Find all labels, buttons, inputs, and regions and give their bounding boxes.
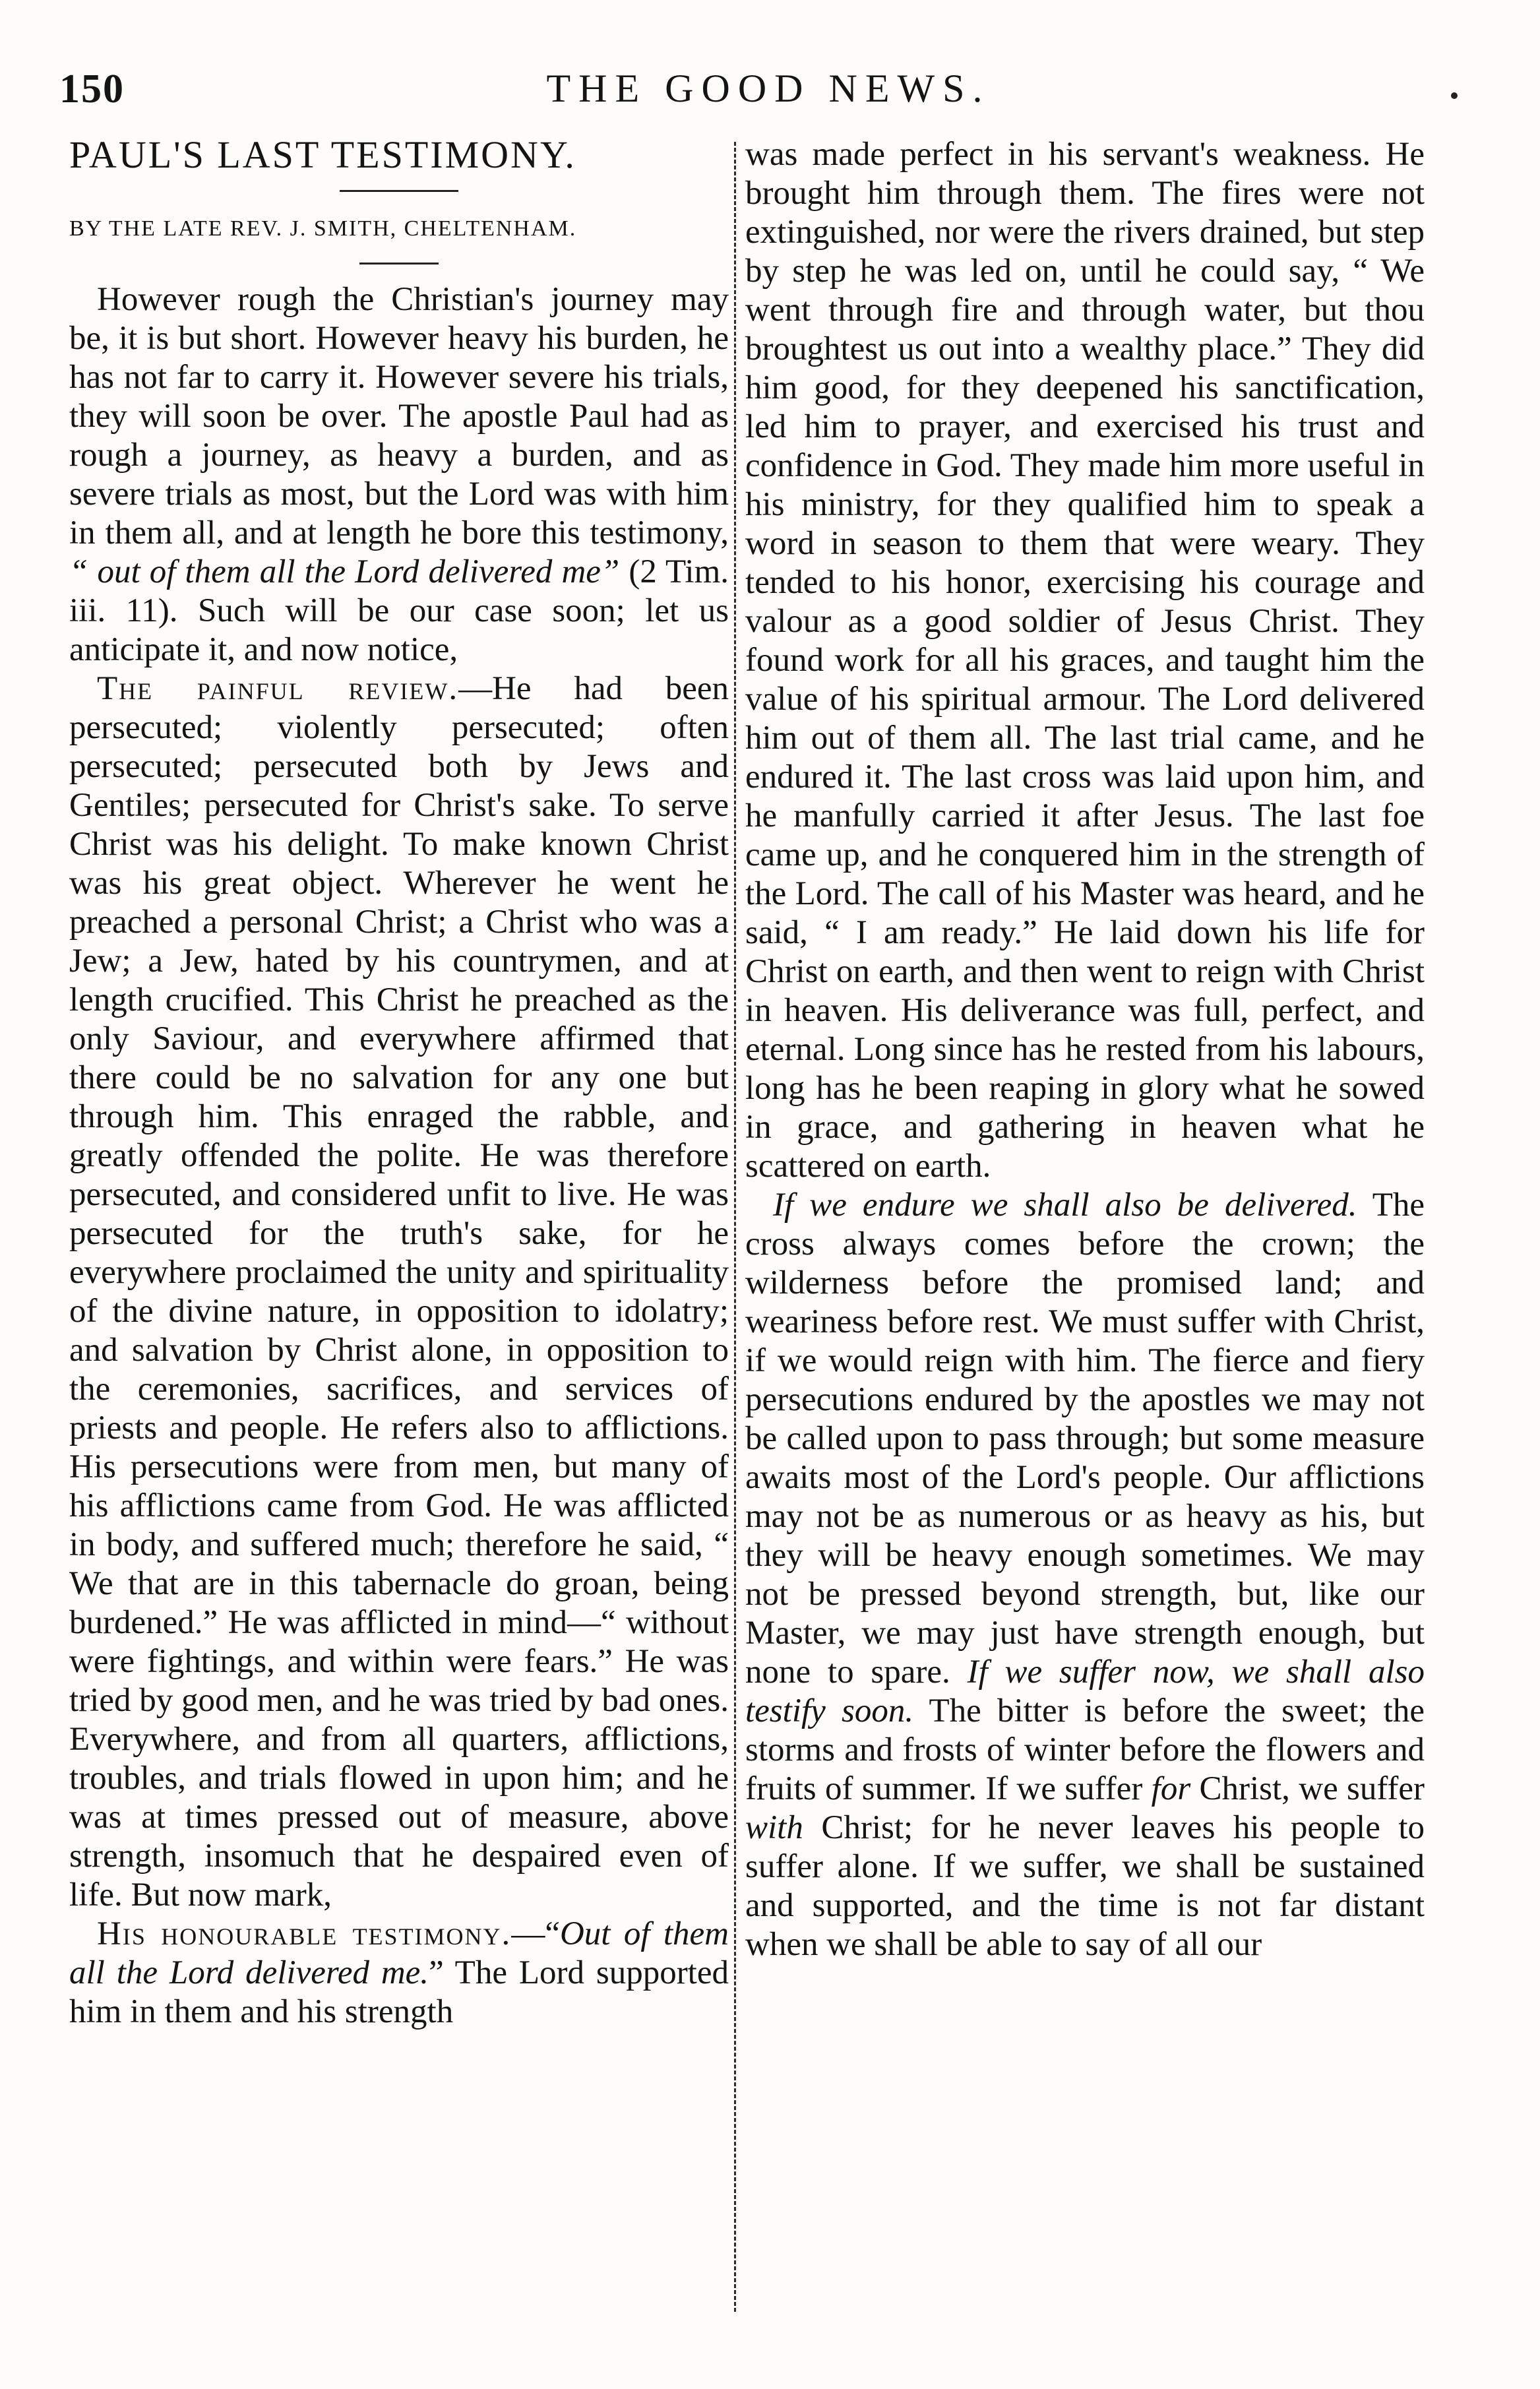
intro-quote: “ out of them all the Lord delivered me” xyxy=(69,553,620,590)
running-head xyxy=(59,66,1477,129)
title-rule xyxy=(340,190,458,192)
article-title: PAUL'S LAST TESTIMONY. xyxy=(69,135,576,176)
printer-mark xyxy=(1451,92,1458,99)
journal-title: THE GOOD NEWS. xyxy=(546,67,991,110)
section3-text-a: The cross always comes before the crown; the wilderness before the promised land; and weariness before rest. We must suffer with Christ, if we would reign with him. The fierce and fiery persecutions endured by the apostles we may not be called upon to pass through; but some measure awaits most of the Lord's people. Our afflictions may not be as numerous or as heavy as his, but they will be heavy enough sometimes. We may not be pressed beyond strength, but, like our Master, we may just have strength enough, but none to spare. xyxy=(745,1187,1425,1691)
section3-text-c: Christ, we suffer xyxy=(1199,1770,1425,1807)
byline-rule xyxy=(359,263,439,264)
section2-heading: His honourable testimony. xyxy=(97,1915,512,1952)
section1-heading: The painful review. xyxy=(97,670,459,707)
section3-text-d: Christ; for he never leaves his people to suffer alone. If we suffer, we shall be sustained and supported, and the time is not far distant when we shall be able to say of all our xyxy=(745,1809,1425,1963)
section2-quote: Out of them all the Lord delivered me. xyxy=(69,1915,729,1991)
intro-text: However rough the Christian's journey may be, it is but short. However heavy his burden, he has not far to carry it. However severe his trials, they will soon be over. The apostle Paul had as rough a journey, as heavy a burden, and as severe trials as most, but the Lord was with him in them all, and at length he bore this testimony, xyxy=(69,281,729,551)
section1-text: —He had been persecuted; violently persecuted; often persecuted; persecuted both by Jews and Gentiles; persecuted for Christ's sake. To serve Christ was his delight. To make known Christ was his great object. Wherever he went he preached a personal Christ; a Christ who was a Jew; a Jew, hated by his countrymen, and at length crucified. This Christ he preached as the only Saviour, and everywhere affirmed that there could be no salvation for any one but through him. This enraged the rabble, and greatly offended the polite. He was therefore persecuted, and considered unfit to live. He was persecuted for the truth's sake, for he everywhere proclaimed the unity and spirituality of the divine nature, in opposition to idolatry; and salvation by Christ alone, in opposition to the ceremonies, sacrifices, and services of priests and people. He refers also to afflictions. His persecutions were from men, but many of his afflictions came from God. He was afflicted in body, and suffered much; therefore he said, “ We that are in this tabernacle do groan, being burdened.” He was afflicted in mind—“ without were fightings, and within were fears.” He was tried by good men, and he was tried by bad ones. Everywhere, and from all quarters, afflictions, troubles, and trials flowed in upon him; and he was at times pressed out of measure, above strength, insomuch that he despaired even of life. But now mark, xyxy=(69,670,729,1913)
byline: BY THE LATE REV. J. SMITH, CHELTENHAM. xyxy=(69,216,577,241)
section2-text-left: ” The Lord supported him in them and his strength xyxy=(69,1954,729,2030)
section3-heading: If we endure we shall also be delivered. xyxy=(773,1187,1357,1224)
column-divider xyxy=(734,142,736,2312)
section-honourable-testimony xyxy=(69,1915,729,2032)
section2-continued: was made perfect in his servant's weakness. He brought him through them. The fires were not extinguished, nor were the rivers drained, but step by step he was led on, until he could say, “ We went through fire and through water, but thou broughtest us out into a wealthy place.” They did him good, for they deepened his sanctification, led him to prayer, and exercised his trust and confidence in God. They made him more useful in his ministry, for they qualified him to speak a word in season to them that were weary. They tended to his honor, exercising his courage and valour as a good soldier of Jesus Christ. They found work for all his graces, and taught him the value of his spiritual armour. The Lord delivered him out of them all. The last trial came, and he endured it. The last cross was laid upon him, and he manfully carried it after Jesus. The last foe came up, and he conquered him in the strength of the Lord. The call of his Master was heard, and he said, “ I am ready.” He laid down his life for Christ on earth, and then went to reign with Christ in heaven. His deliverance was full, perfect, and eternal. Long since has he rested from his labours, long has he been reaping in glory what he sowed in grace, and gathering in heaven what he scattered on earth. xyxy=(745,136,1425,1185)
section3-with: with xyxy=(745,1809,803,1846)
section-painful-review xyxy=(69,669,729,1915)
intro-end: (2 Tim. iii. 11). Such will be our case soon; let us anticipate it, and now notice, xyxy=(69,553,729,668)
section2-lead: —“ xyxy=(511,1915,560,1952)
intro-paragraph xyxy=(69,280,729,669)
right-column xyxy=(745,135,1425,2312)
section-endure xyxy=(745,1186,1425,1964)
section3-text-b: The bitter is before the sweet; the storms and frosts of winter before the flowers and fruits of summer. If we suffer xyxy=(745,1692,1425,1807)
section3-for: for xyxy=(1151,1770,1191,1807)
page-number: 150 xyxy=(59,67,125,111)
left-column xyxy=(69,135,729,2312)
section3-italic: If we suffer now, we shall also testify soon. xyxy=(745,1654,1425,1729)
